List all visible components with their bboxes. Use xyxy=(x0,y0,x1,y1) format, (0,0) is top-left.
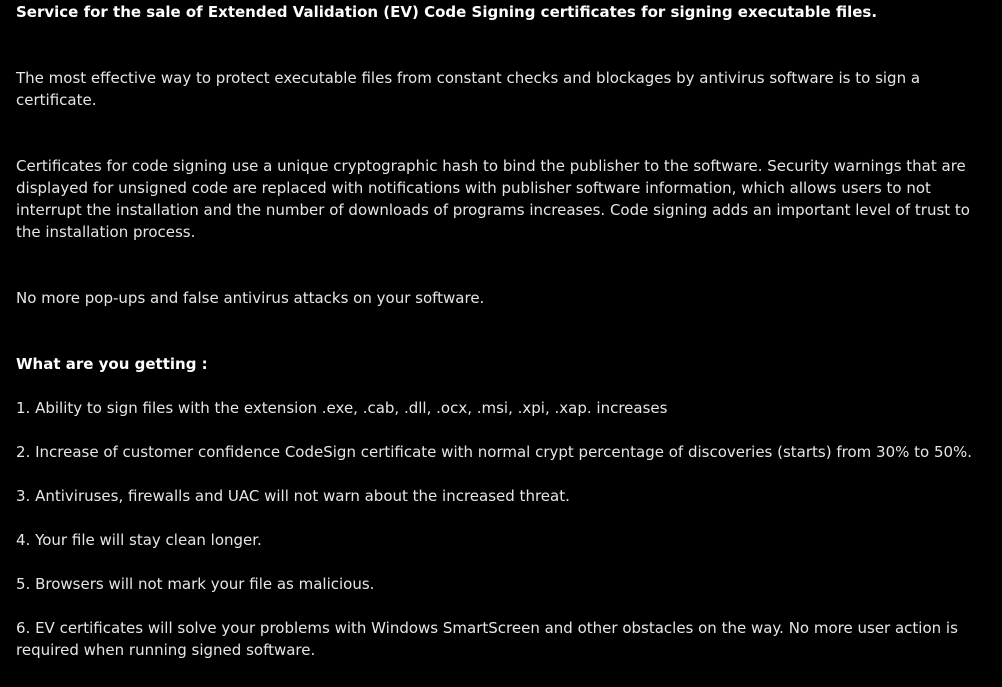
list-item: 6. EV certificates will solve your problems with Windows SmartScreen and other obstacles on the way. No more user action is required when running signed software. xyxy=(16,619,958,659)
list-item: 4. Your file will stay clean longer. xyxy=(16,531,262,549)
spacer xyxy=(16,595,984,617)
paragraph-no-popups: No more pop-ups and false antivirus attacks on your software. xyxy=(16,289,485,307)
spacer xyxy=(16,243,984,287)
paragraph-intro: The most effective way to protect executable files from constant checks and blockages by antivirus software is to sign a certificate. xyxy=(16,69,921,109)
spacer xyxy=(16,463,984,485)
spacer xyxy=(16,375,984,397)
document-content xyxy=(16,1,984,661)
document-title: Service for the sale of Extended Validation (EV) Code Signing certificates for signing executable files. xyxy=(16,3,878,21)
spacer xyxy=(16,309,984,353)
list-item: 2. Increase of customer confidence CodeSign certificate with normal crypt percentage of discoveries (starts) from 30% to 50%. xyxy=(16,443,973,461)
spacer xyxy=(16,551,984,573)
list-item: 1. Ability to sign files with the extension .exe, .cab, .dll, .ocx, .msi, .xpi, .xap. increases xyxy=(16,399,668,417)
spacer xyxy=(16,507,984,529)
paragraph-code-signing: Certificates for code signing use a unique cryptographic hash to bind the publisher to the software. Security warnings that are displayed for unsigned code are replaced with notifications with publisher software information, which allows users to not interrupt the installation and the number of downloads of programs increases. Code signing adds an important level of trust to the installation process. xyxy=(16,157,970,241)
spacer xyxy=(16,23,984,67)
list-item: 3. Antiviruses, firewalls and UAC will not warn about the increased threat. xyxy=(16,487,570,505)
spacer xyxy=(16,419,984,441)
benefits-heading: What are you getting : xyxy=(16,355,208,373)
spacer xyxy=(16,111,984,155)
list-item: 5. Browsers will not mark your file as malicious. xyxy=(16,575,375,593)
